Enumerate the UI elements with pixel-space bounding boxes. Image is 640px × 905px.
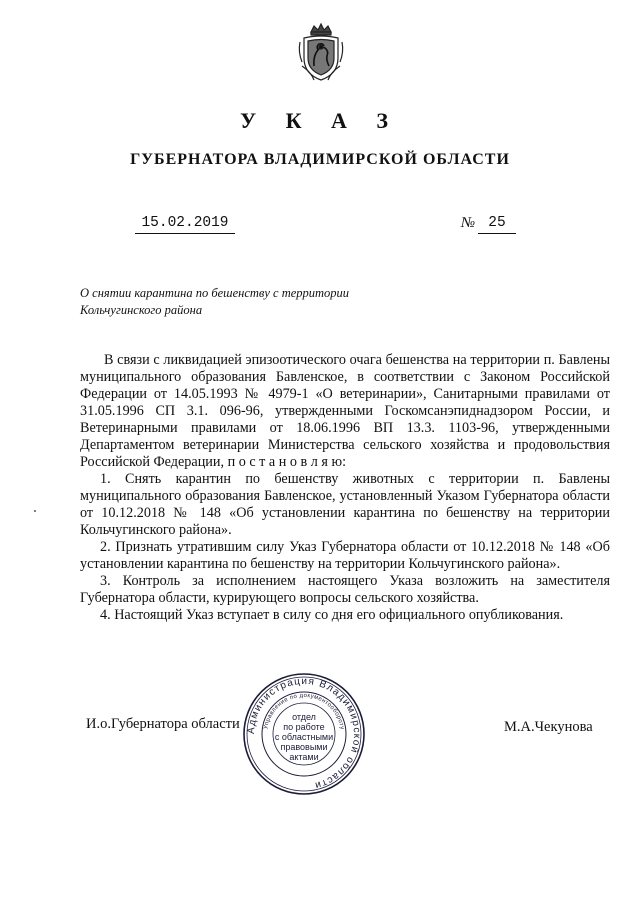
decree-item: 2. Признать утратившим силу Указ Губернатора области от 10.12.2018 № 148 «Об установлении карантина по бешенству на территории Кольчугинского района».	[80, 539, 610, 572]
stamp-center-line: актами	[289, 752, 319, 762]
stamp-center-text	[272, 712, 336, 762]
decree-word: п о с т а н о в л я ю:	[227, 454, 347, 470]
document-body	[80, 352, 610, 624]
number-label: №	[461, 215, 476, 231]
document-number: 25	[478, 215, 516, 234]
decree-item: 3. Контроль за исполнением настоящего Указа возложить на заместителя Губернатора области, курирующего вопросы сельского хозяйства.	[80, 573, 610, 606]
scan-speck	[34, 510, 36, 512]
signatory-role: И.о.Губернатора области	[86, 716, 240, 732]
subject-line: О снятии карантина по бешенству с территории	[80, 286, 350, 300]
stamp-center-line: по работе	[283, 722, 325, 732]
stamp-inner-text: Управление по документообороту	[263, 692, 345, 731]
subject-line: Кольчугинского района	[80, 303, 203, 317]
coat-of-arms-icon	[296, 22, 346, 84]
document-date: 15.02.2019	[135, 215, 235, 234]
signatory-name: М.А.Чекунова	[504, 719, 593, 735]
preamble-text: В связи с ликвидацией эпизоотического очага бешенства на территории п. Бавлены муниципального образования Бавленское, в соответствии с Законом Российской Федерации от 14.05.1993 № 4979-1 «О ветеринарии», Санитарными правилами от 31.05.1996 СП 3.1. 096-96, утвержденными Госкомсанэпиднадзором России, и Ветеринарными правилами от 18.06.1996 ВП 13.3. 1103-96, утвержденными Департаментом ветеринарии Министерства сельского хозяйства и продовольствия Российской Федерации,	[80, 352, 610, 470]
stamp-outer-text: Администрация Владимирской области	[245, 675, 363, 791]
stamp-center-line: с областными	[274, 732, 334, 742]
decree-item: 1. Снять карантин по бешенству животных с территории п. Бавлены муниципального образования Бавленское, установленный Указом Губернатора области от 10.12.2018 № 148 «Об установлении карантина по бешенству на территории Кольчугинского района».	[80, 471, 610, 538]
document-subject	[80, 285, 400, 319]
stamp-center-line: правовыми	[280, 742, 328, 752]
stamp-center-line: отдел	[292, 712, 316, 722]
decree-item: 4. Настоящий Указ вступает в силу со дня его официального опубликования.	[100, 607, 564, 623]
document-title: У К А З	[239, 108, 401, 133]
preamble-paragraph	[80, 352, 610, 471]
issuer-title: ГУБЕРНАТОРА ВЛАДИМИРСКОЙ ОБЛАСТИ	[130, 151, 510, 168]
